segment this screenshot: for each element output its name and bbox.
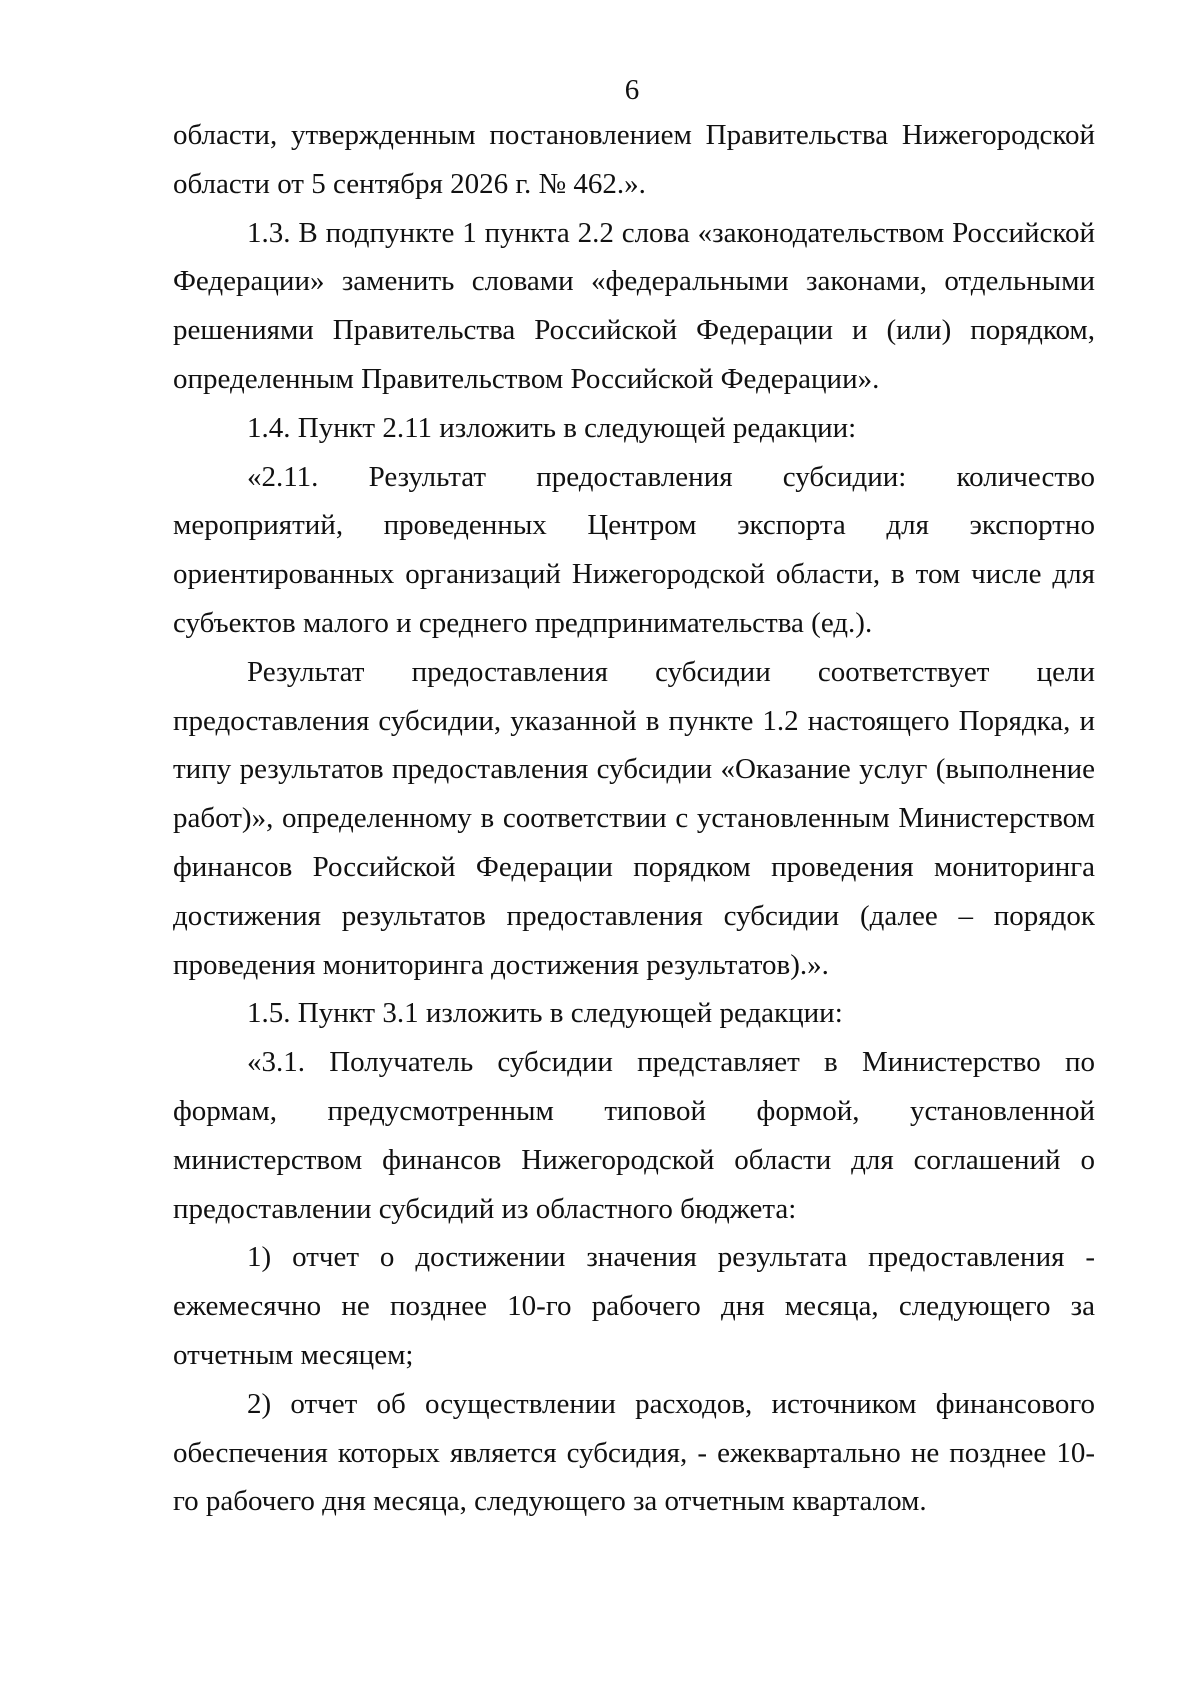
paragraph-result: Результат предоставления субсидии соответствует цели предоставления субсидии, указанной в пункте 1.2 настоящего Порядка, и типу результатов предоставления субсидии «Оказание услуг (выполнение работ)», определенному в соответствии с установленным Министерством финансов Российской Федерации порядком проведения мониторинга достижения результатов предоставления субсидии (далее – порядок проведения мониторинга достижения результатов).». bbox=[173, 655, 1095, 981]
paragraph-1-3: 1.3. В подпункте 1 пункта 2.2 слова «законодательством Российской Федерации» заменить словами «федеральными законами, отдельными решениями Правительства Российской Федерации и (или) порядком, определенным Правительством Российской Федерации». bbox=[173, 216, 1095, 395]
paragraph-3-1: «3.1. Получатель субсидии представляет в Министерство по формам, предусмотренным типовой формой, установленной министерством финансов Нижегородской области для соглашений о предоставлении субсидий из областного бюджета: bbox=[173, 1046, 1095, 1225]
list-item-2: 2) отчет об осуществлении расходов, источником финансового обеспечения которых является субсидия, - ежеквартально не позднее 10-го рабочего дня месяца, следующего за отчетным кварталом. bbox=[173, 1387, 1095, 1518]
document-body bbox=[173, 111, 1095, 1526]
page-number: 6 bbox=[624, 74, 640, 106]
paragraph-2-11: «2.11. Результат предоставления субсидии: количество мероприятий, проведенных Центром экспорта для экспортно ориентированных организаций Нижегородской области, в том числе для субъектов малого и среднего предпринимательства (ед.). bbox=[173, 460, 1095, 639]
paragraph-continuation: области, утвержденным постановлением Правительства Нижегородской области от 5 сентября 2026 г. № 462.». bbox=[173, 119, 1095, 200]
paragraph-1-5: 1.5. Пункт 3.1 изложить в следующей редакции: bbox=[247, 997, 843, 1030]
paragraph-1-4: 1.4. Пункт 2.11 изложить в следующей редакции: bbox=[247, 411, 857, 444]
list-item-1: 1) отчет о достижении значения результата предоставления - ежемесячно не позднее 10-го рабочего дня месяца, следующего за отчетным месяцем; bbox=[173, 1241, 1095, 1371]
